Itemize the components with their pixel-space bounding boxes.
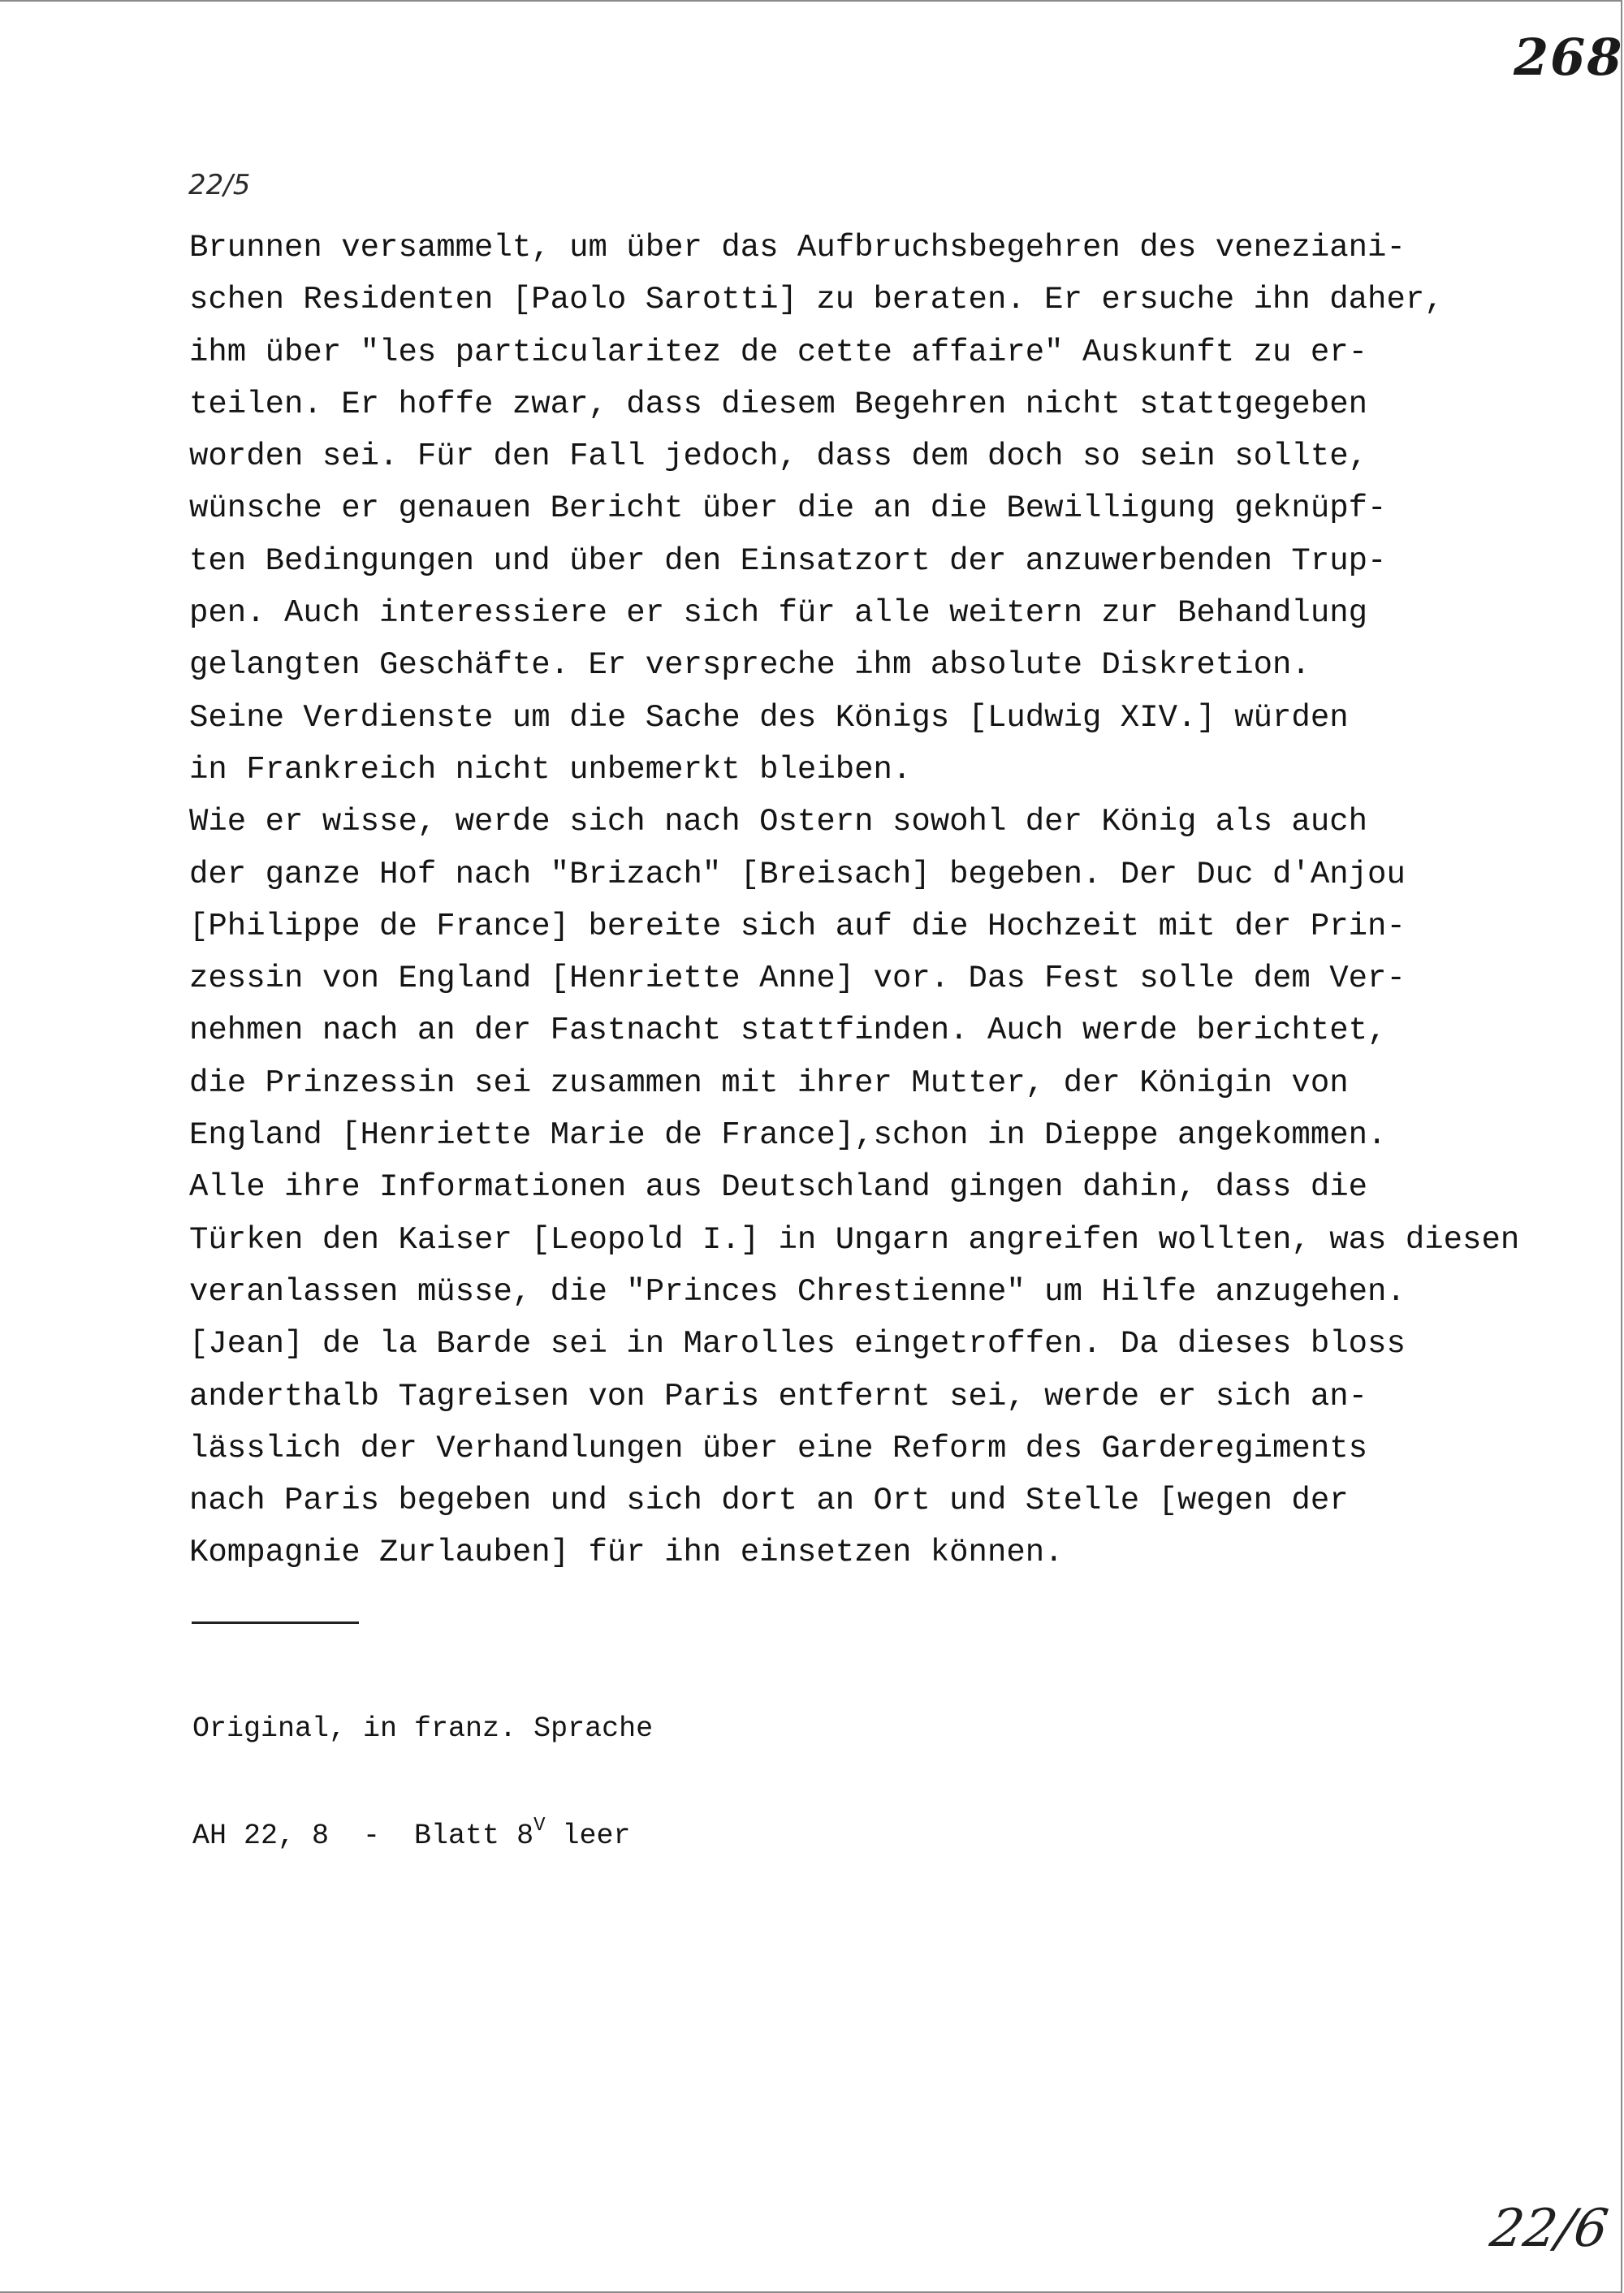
body-line: ihm über "les particularitez de cette affaire" Auskunft zu er-: [189, 334, 1368, 370]
body-line: [Philippe de France] bereite sich auf die Hochzeit mit der Prin-: [189, 908, 1406, 944]
body-line: nach Paris begeben und sich dort an Ort und Stelle [wegen der: [189, 1483, 1349, 1519]
verso-superscript: V: [533, 1815, 546, 1837]
body-line: in Frankreich nicht unbemerkt bleiben.: [189, 751, 912, 788]
footnote-rule: [192, 1622, 359, 1624]
body-line: [Jean] de la Barde sei in Marolles eingetroffen. Da dieses bloss: [189, 1326, 1406, 1362]
body-line: Kompagnie Zurlauben] für ihn einsetzen können.: [189, 1535, 1064, 1571]
body-line: Alle ihre Informationen aus Deutschland gingen dahin, dass die: [189, 1169, 1368, 1206]
body-line: Türken den Kaiser [Leopold I.] in Ungarn angreifen wollten, was diesen: [189, 1221, 1520, 1258]
footnote-reference: [192, 1815, 653, 1854]
body-line: anderthalb Tagreisen von Paris entfernt sei, werde er sich an-: [189, 1378, 1368, 1414]
body-line: worden sei. Für den Fall jedoch, dass dem doch so sein sollte,: [189, 438, 1368, 475]
body-line: wünsche er genauen Bericht über die an die Bewilligung geknüpf-: [189, 490, 1387, 527]
body-line: Brunnen versammelt, um über das Aufbruchsbegehren des veneziani-: [189, 230, 1406, 266]
body-text: [189, 222, 1618, 1579]
archive-page-number: 268: [1514, 28, 1624, 87]
footnote: [192, 1639, 653, 1889]
body-line: ten Bedingungen und über den Einsatzort der anzuwerbenden Trup-: [189, 542, 1387, 579]
body-line: schen Residenten [Paolo Sarotti] zu beraten. Er ersuche ihn daher,: [189, 282, 1444, 318]
footnote-reference-text: AH 22, 8 - Blatt 8: [192, 1820, 534, 1852]
body-line: pen. Auch interessiere er sich für alle weitern zur Behandlung: [189, 595, 1368, 632]
body-line: Seine Verdienste um die Sache des Königs [Ludwig XIV.] würden: [189, 699, 1349, 736]
body-line: teilen. Er hoffe zwar, dass diesem Begehren nicht stattgegeben: [189, 386, 1368, 422]
body-line: zessin von England [Henriette Anne] vor. Das Fest solle dem Ver-: [189, 961, 1406, 997]
body-line: gelangten Geschäfte. Er verspreche ihm absolute Diskretion.: [189, 647, 1311, 684]
body-line: veranlassen müsse, die "Princes Chrestienne" um Hilfe anzugehen.: [189, 1273, 1406, 1310]
body-line: lässlich der Verhandlungen über eine Reform des Garderegiments: [189, 1430, 1368, 1466]
document-number: 22/5: [188, 169, 251, 201]
body-line: England [Henriette Marie de France],schon in Dieppe angekommen.: [189, 1117, 1387, 1154]
body-line: nehmen nach an der Fastnacht stattfinden. Auch werde berichtet,: [189, 1013, 1387, 1049]
handwritten-page-number: 22/6: [1486, 2199, 1612, 2259]
body-line: der ganze Hof nach "Brizach" [Breisach] begeben. Der Duc d'Anjou: [189, 856, 1406, 892]
body-line: die Prinzessin sei zusammen mit ihrer Mutter, der Königin von: [189, 1064, 1349, 1101]
body-line: Wie er wisse, werde sich nach Ostern sowohl der König als auch: [189, 804, 1368, 840]
footnote-reference-suffix: leer: [545, 1820, 631, 1852]
footnote-source: Original, in franz. Sprache: [192, 1712, 654, 1745]
